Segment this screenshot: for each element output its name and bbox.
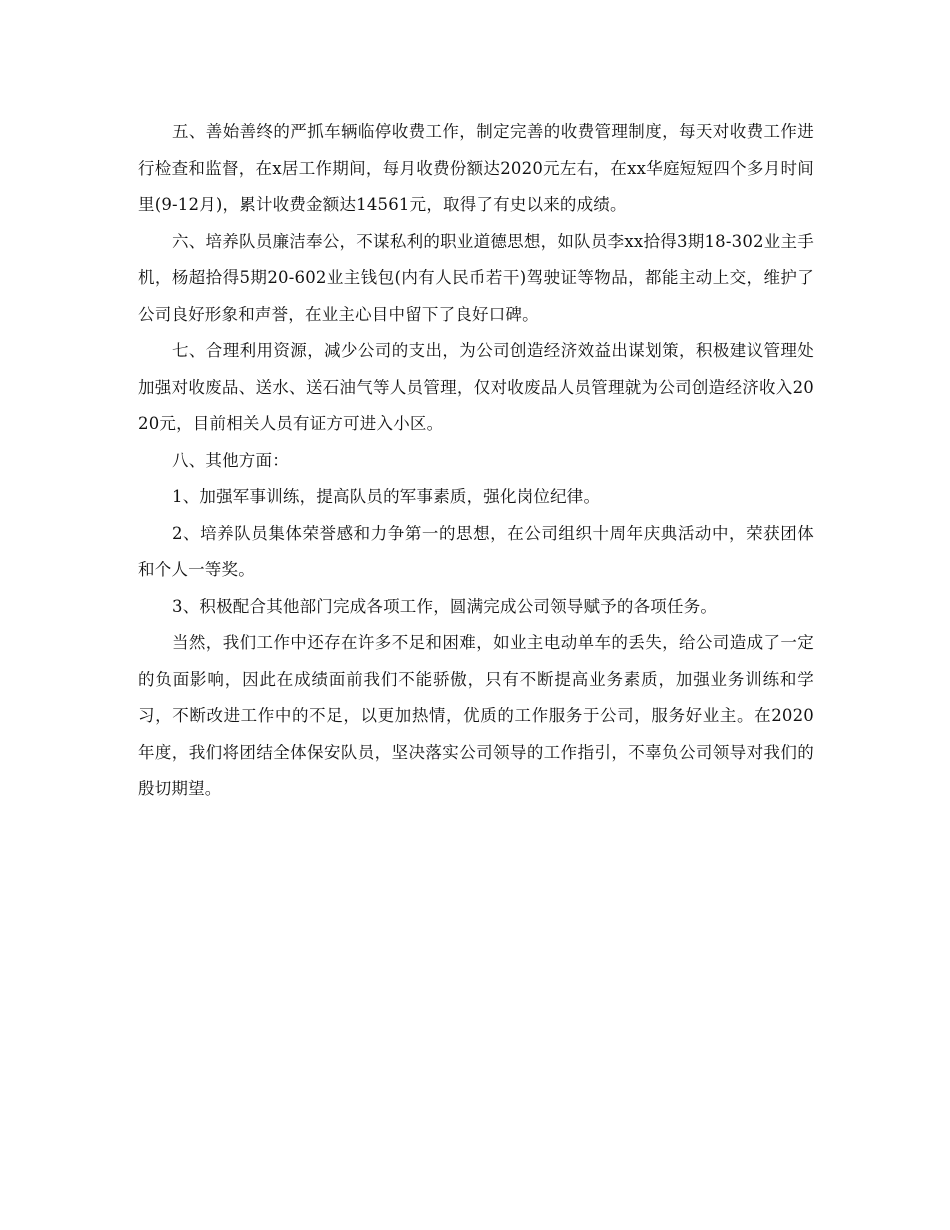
paragraph-other-aspects-heading: 八、其他方面： bbox=[172, 450, 289, 470]
paragraph-parking-fee: 五、善始善终的严抓车辆临停收费工作，制定完善的收费管理制度，每天对收费工作进行检查和监督，在x居工作期间，每月收费份额达2020元左右，在xx华庭短短四个多月时间里(9-12月)，累计收费金额达14561元，取得了有史以来的成绩。 bbox=[138, 122, 814, 214]
paragraph-conclusion: 当然，我们工作中还存在许多不足和困难，如业主电动单车的丢失，给公司造成了一定的负面影响，因此在成绩面前我们不能骄傲，只有不断提高业务素质，加强业务训练和学习，不断改进工作中的不足，以更加热情，优质的工作服务于公司，服务好业主。在2020年度，我们将团结全体保安队员，坚决落实公司领导的工作指引，不辜负公司领导对我们的殷切期望。 bbox=[138, 633, 814, 798]
document-page bbox=[138, 114, 814, 808]
paragraph-item-3: 3、积极配合其他部门完成各项工作，圆满完成公司领导赋予的各项任务。 bbox=[172, 596, 718, 616]
paragraph-item-1: 1、加强军事训练，提高队员的军事素质，强化岗位纪律。 bbox=[172, 487, 601, 506]
paragraph-resources: 七、合理利用资源，减少公司的支出，为公司创造经济效益出谋划策，积极建议管理处加强对收废品、送水、送石油气等人员管理，仅对收废品人员管理就为公司创造经济收入2020元，目前相关人员有证方可进入小区。 bbox=[138, 341, 814, 433]
paragraph-item-2: 2、培养队员集体荣誉感和力争第一的思想，在公司组织十周年庆典活动中，荣获团体和个人一等奖。 bbox=[138, 523, 814, 579]
paragraph-integrity: 六、培养队员廉洁奉公，不谋私利的职业道德思想，如队员李xx拾得3期18-302业主手机，杨超拾得5期20-602业主钱包(内有人民币若干)驾驶证等物品，都能主动上交，维护了公司良好形象和声誉，在业主心目中留下了良好口碑。 bbox=[138, 231, 814, 324]
